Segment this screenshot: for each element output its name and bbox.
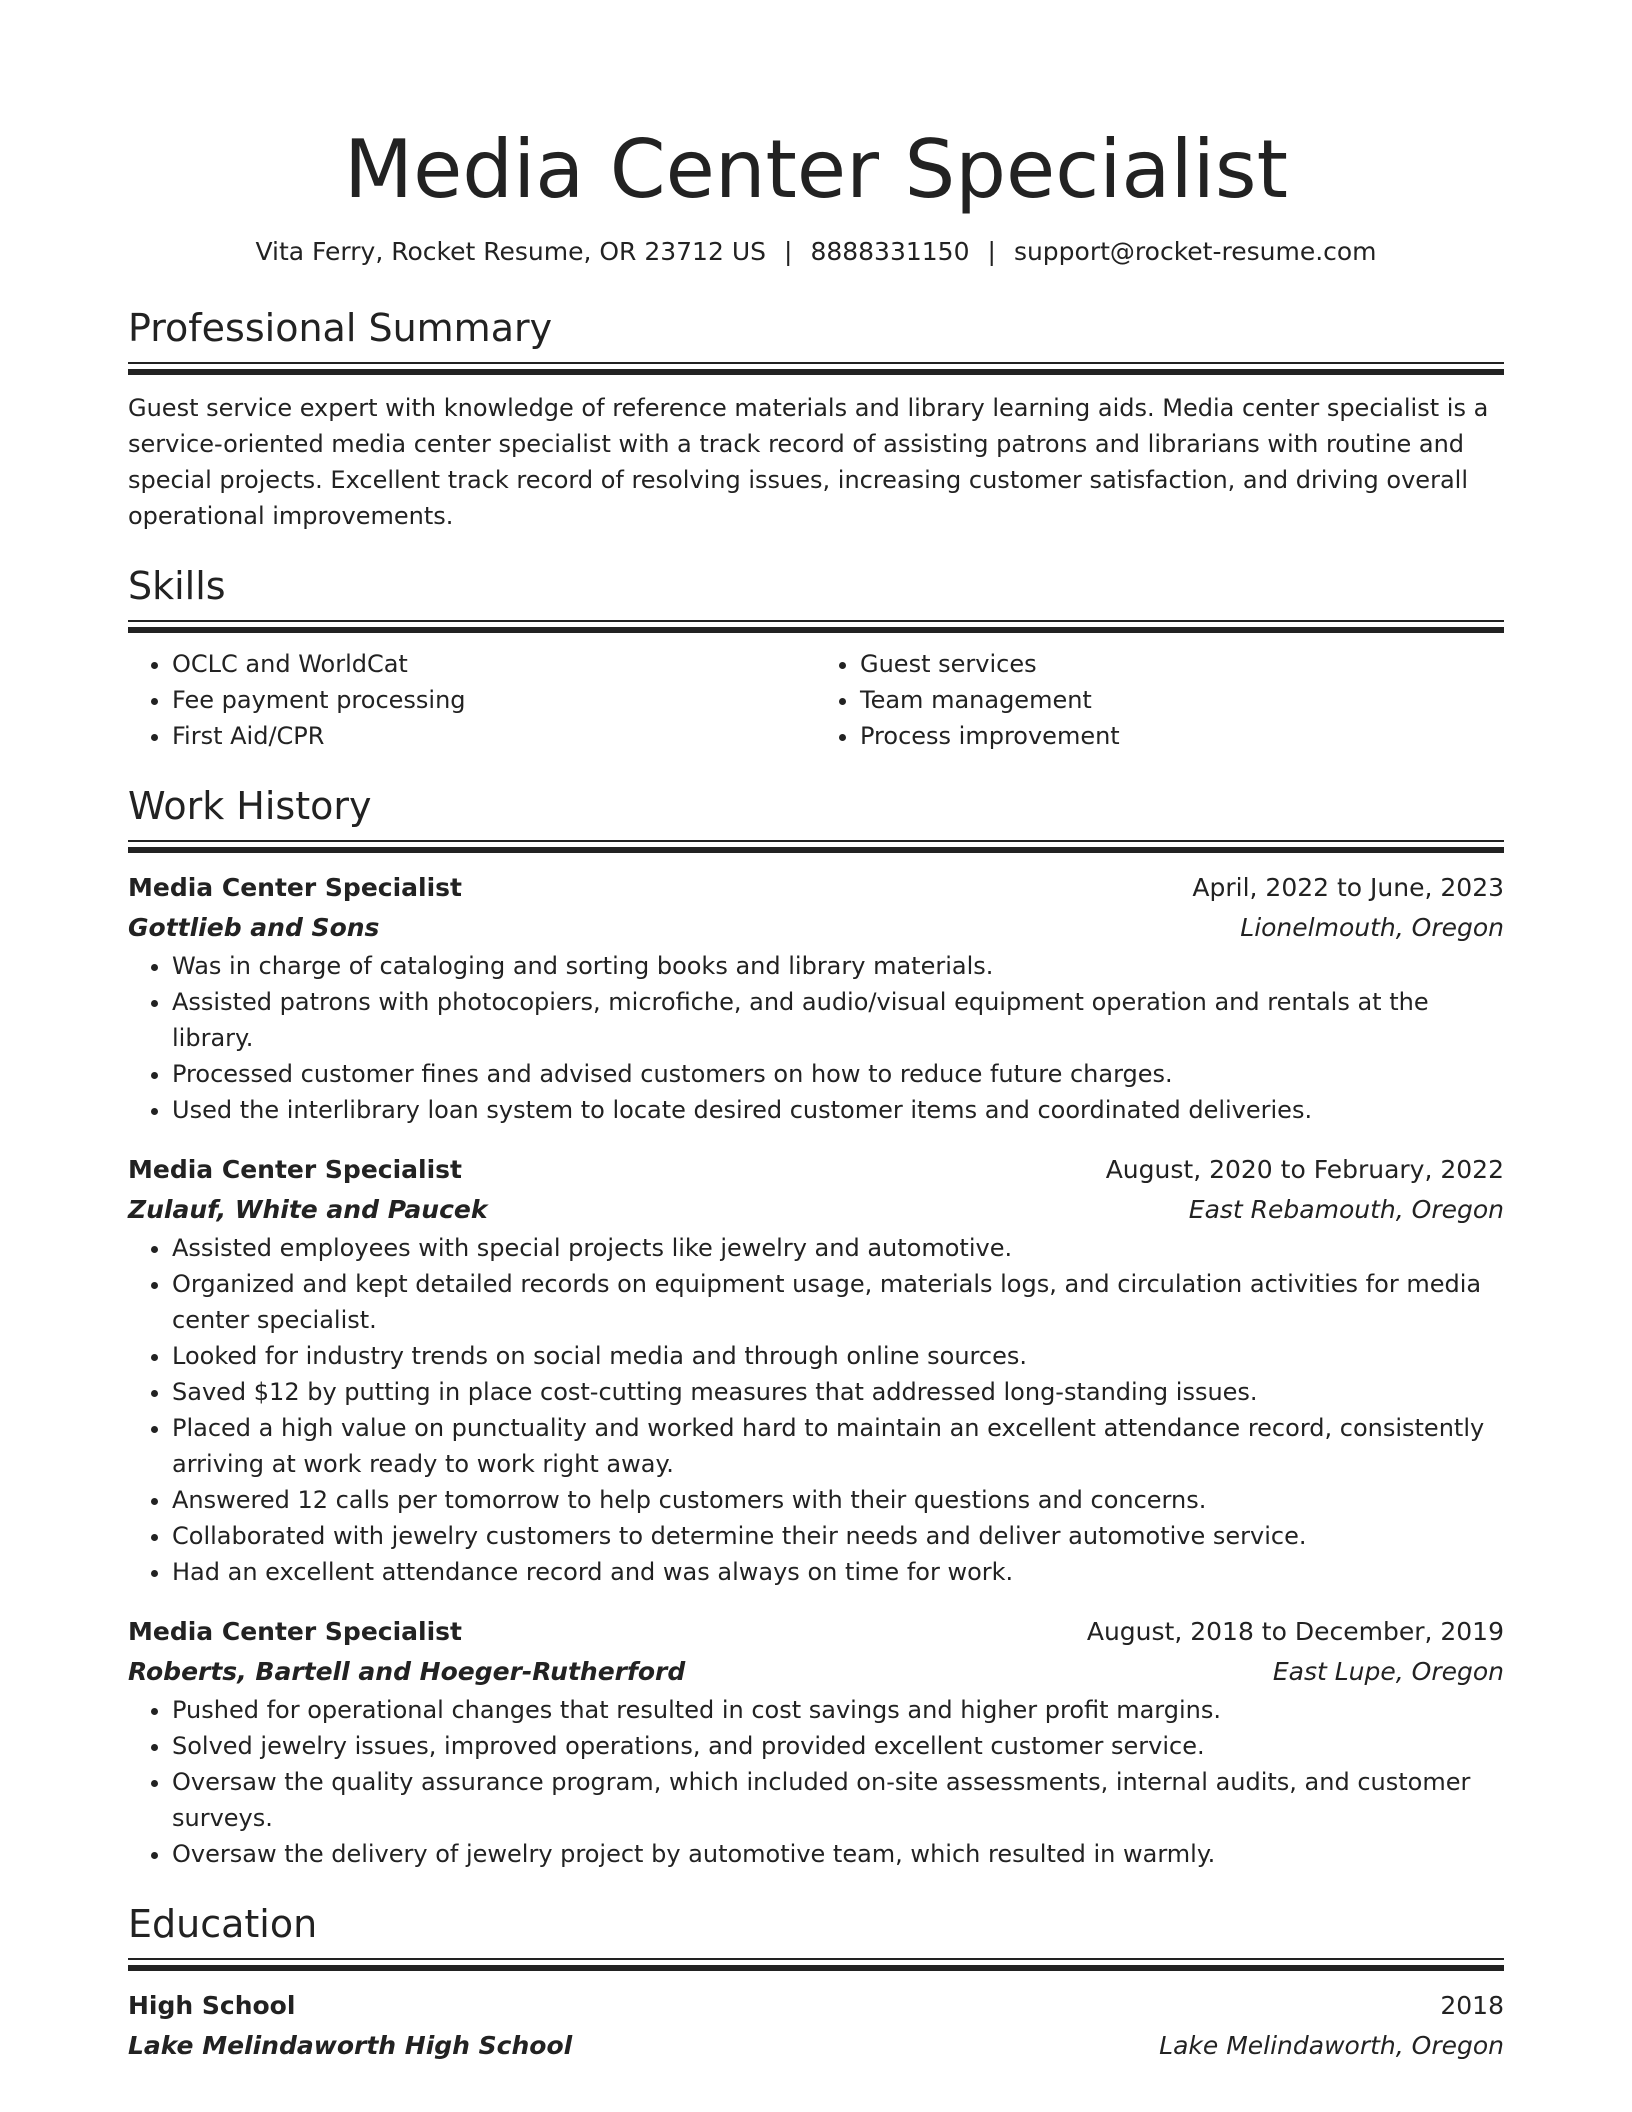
education-section bbox=[128, 1902, 1504, 2066]
education-school: Lake Melindaworth High School bbox=[128, 2031, 573, 2060]
contact-separator: | bbox=[784, 237, 793, 266]
job-company: Roberts, Bartell and Hoeger-Rutherford bbox=[128, 1657, 686, 1686]
education-degree: High School bbox=[128, 1991, 296, 2020]
skill-item: • Team management bbox=[860, 682, 1504, 718]
skills-column-right bbox=[816, 646, 1504, 754]
job-bullet: • Used the interlibrary loan system to locate desired customer items and coordinated deliveries. bbox=[172, 1092, 1504, 1128]
job-subheader bbox=[128, 1652, 1504, 1692]
job-location: East Lupe, Oregon bbox=[1272, 1657, 1504, 1686]
job-bullet: • Assisted employees with special projects like jewelry and automotive. bbox=[172, 1230, 1504, 1266]
education-header bbox=[128, 1986, 1504, 2026]
resume-title: Media Center Specialist bbox=[344, 123, 1288, 216]
skills-heading: Skills bbox=[128, 564, 226, 608]
skill-item: • Process improvement bbox=[860, 718, 1504, 754]
job-subheader bbox=[128, 1190, 1504, 1230]
job-entry bbox=[128, 1150, 1504, 1590]
resume-page bbox=[128, 0, 1504, 2066]
job-bullets bbox=[128, 1230, 1504, 1590]
contact-separator: | bbox=[987, 237, 996, 266]
education-subheader bbox=[128, 2026, 1504, 2066]
job-bullet: • Collaborated with jewelry customers to determine their needs and deliver automotive service. bbox=[172, 1518, 1504, 1554]
contact-line bbox=[128, 236, 1504, 268]
summary-text: Guest service expert with knowledge of reference materials and library learning aids. Media center specialist is a service-oriented media center specialist with a track record of assisting patrons and librarians with routine and special projects. Excellent track record of resolving issues, increasing customer satisfaction, and driving overall operational improvements. bbox=[128, 394, 1489, 530]
job-title: Media Center Specialist bbox=[128, 1617, 462, 1646]
job-dates: April, 2022 to June, 2023 bbox=[1192, 873, 1504, 902]
job-entry bbox=[128, 868, 1504, 1128]
job-subheader bbox=[128, 908, 1504, 948]
job-bullet: • Organized and kept detailed records on equipment usage, materials logs, and circulation activities for media center specialist. bbox=[172, 1266, 1504, 1338]
job-location: East Rebamouth, Oregon bbox=[1188, 1195, 1504, 1224]
job-bullet: • Saved $12 by putting in place cost-cutting measures that addressed long-standing issues. bbox=[172, 1374, 1504, 1410]
job-header bbox=[128, 1150, 1504, 1190]
job-bullet: • Answered 12 calls per tomorrow to help customers with their questions and concerns. bbox=[172, 1482, 1504, 1518]
skill-item: • Guest services bbox=[860, 646, 1504, 682]
skill-item: • OCLC and WorldCat bbox=[172, 646, 816, 682]
job-bullets bbox=[128, 1692, 1504, 1872]
contact-phone: 8888331150 bbox=[810, 237, 970, 266]
job-company: Gottlieb and Sons bbox=[128, 913, 380, 942]
contact-email[interactable]: support@rocket-resume.com bbox=[1013, 237, 1377, 266]
summary-heading: Professional Summary bbox=[128, 306, 553, 350]
contact-address: Vita Ferry, Rocket Resume, OR 23712 US bbox=[255, 237, 766, 266]
work-heading: Work History bbox=[128, 784, 372, 828]
job-bullets bbox=[128, 948, 1504, 1128]
skill-item: • Fee payment processing bbox=[172, 682, 816, 718]
job-bullet: • Oversaw the delivery of jewelry project by automotive team, which resulted in warmly. bbox=[172, 1836, 1504, 1872]
education-heading: Education bbox=[128, 1902, 318, 1946]
job-dates: August, 2020 to February, 2022 bbox=[1105, 1155, 1504, 1184]
job-header bbox=[128, 1612, 1504, 1652]
skills-list-right bbox=[816, 646, 1504, 754]
education-entry bbox=[128, 1986, 1504, 2066]
skill-item: • First Aid/CPR bbox=[172, 718, 816, 754]
education-location: Lake Melindaworth, Oregon bbox=[1159, 2031, 1504, 2060]
work-section bbox=[128, 784, 1504, 1872]
section-divider bbox=[128, 840, 1504, 852]
skills-grid bbox=[128, 646, 1504, 754]
job-dates: August, 2018 to December, 2019 bbox=[1086, 1617, 1504, 1646]
job-bullet: • Had an excellent attendance record and was always on time for work. bbox=[172, 1554, 1504, 1590]
job-company: Zulauf, White and Paucek bbox=[128, 1195, 488, 1224]
job-header bbox=[128, 868, 1504, 908]
summary-section bbox=[128, 306, 1504, 534]
job-bullet: • Oversaw the quality assurance program, which included on-site assessments, internal audits, and customer surveys. bbox=[172, 1764, 1504, 1836]
section-divider bbox=[128, 362, 1504, 374]
job-bullet: • Placed a high value on punctuality and worked hard to maintain an excellent attendance record, consistently arriving at work ready to work right away. bbox=[172, 1410, 1504, 1482]
job-bullet: • Looked for industry trends on social media and through online sources. bbox=[172, 1338, 1504, 1374]
job-bullet: • Pushed for operational changes that resulted in cost savings and higher profit margins. bbox=[172, 1692, 1504, 1728]
job-bullet: • Was in charge of cataloging and sorting books and library materials. bbox=[172, 948, 1504, 984]
job-entry bbox=[128, 1612, 1504, 1872]
job-location: Lionelmouth, Oregon bbox=[1240, 913, 1504, 942]
skills-section bbox=[128, 564, 1504, 754]
job-title: Media Center Specialist bbox=[128, 873, 462, 902]
section-divider bbox=[128, 620, 1504, 632]
section-divider bbox=[128, 1958, 1504, 1970]
skills-list-left bbox=[128, 646, 816, 754]
skills-column-left bbox=[128, 646, 816, 754]
education-year: 2018 bbox=[1440, 1991, 1504, 2020]
job-bullet: • Processed customer fines and advised customers on how to reduce future charges. bbox=[172, 1056, 1504, 1092]
job-bullet: • Solved jewelry issues, improved operations, and provided excellent customer service. bbox=[172, 1728, 1504, 1764]
job-title: Media Center Specialist bbox=[128, 1155, 462, 1184]
job-bullet: • Assisted patrons with photocopiers, microfiche, and audio/visual equipment operation and rentals at the library. bbox=[172, 984, 1504, 1056]
